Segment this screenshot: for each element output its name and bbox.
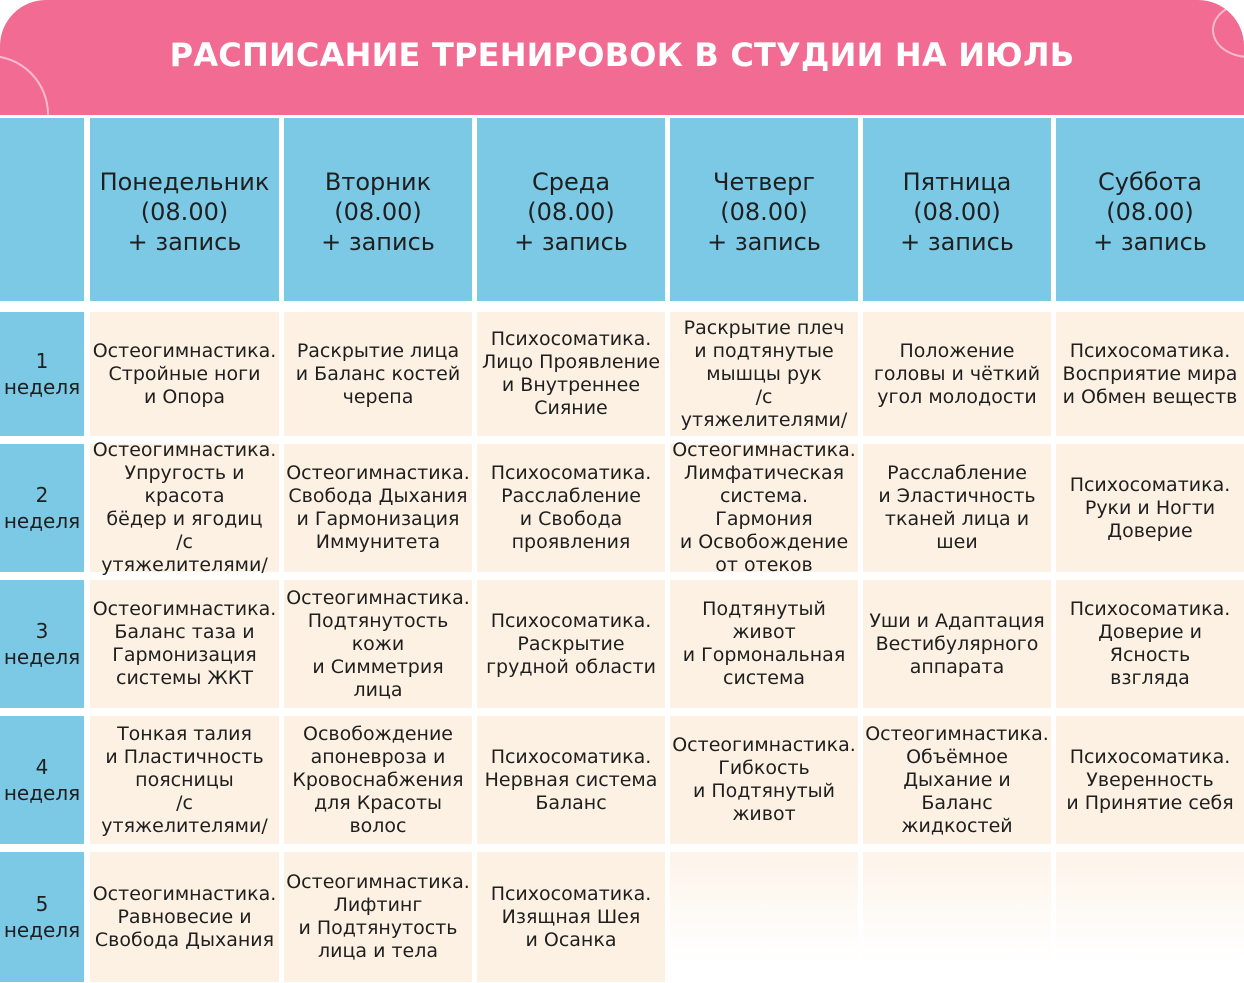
week-label-3-text: 3 неделя: [3, 619, 81, 669]
week-label-5-text: 5 неделя: [3, 892, 81, 942]
session-cell: [1056, 716, 1244, 844]
session-cell-text: Подтянутый живот и Гормональная система: [682, 598, 846, 689]
session-cell-text: Остеогимнастика. Подтянутость кожи и Симметрия лица: [286, 586, 470, 701]
session-cell-text: Раскрытие лица и Баланс костей черепа: [295, 339, 461, 408]
session-cell-text: Психосоматика. Восприятие мира и Обмен веществ: [1062, 339, 1238, 408]
session-cell-text: Остеогимнастика. Стройные ноги и Опора: [92, 339, 277, 408]
week-label-1-text: 1 неделя: [3, 349, 81, 399]
week-label-4-text: 4 неделя: [3, 755, 81, 805]
header-action[interactable]: + запись: [707, 227, 821, 256]
session-cell-text: Психосоматика. Уверенность и Принятие себя: [1066, 745, 1234, 814]
session-cell-text: Психосоматика. Лицо Проявление и Внутреннее Сияние: [481, 328, 661, 419]
session-cell: [477, 580, 665, 708]
week-label-3: [0, 580, 84, 708]
session-cell: [477, 716, 665, 844]
session-cell-text: Остеогимнастика. Баланс таза и Гармонизация системы ЖКТ: [92, 598, 277, 689]
header-day: Понедельник: [99, 167, 270, 196]
week-label-4: [0, 716, 84, 844]
session-cell: [284, 580, 472, 708]
session-cell: [863, 716, 1051, 844]
week-label-2-text: 2 неделя: [3, 483, 81, 533]
header-time: (08.00): [140, 197, 229, 226]
session-cell-text: Остеогимнастика. Свобода Дыхания и Гармонизация Иммунитета: [286, 462, 470, 553]
header-action[interactable]: + запись: [127, 227, 242, 256]
session-cell: [90, 439, 279, 576]
session-cell: [90, 852, 279, 982]
session-cell-text: Тонкая талия и Пластичность поясницы /с утяжелителями/: [101, 722, 268, 837]
session-cell: [284, 312, 472, 436]
session-cell-text: Положение головы и чёткий угол молодости: [873, 339, 1041, 408]
header-day-6: [1056, 118, 1244, 301]
session-cell-text: Уши и Адаптация Вестибулярного аппарата: [869, 609, 1045, 678]
title-banner: [0, 0, 1244, 115]
session-cell: [670, 716, 858, 844]
session-cell-text: Остеогимнастика. Гибкость и Подтянутый живот: [672, 734, 856, 825]
header-time: (08.00): [913, 197, 1001, 226]
session-cell: [1056, 312, 1244, 436]
session-cell: [670, 580, 858, 708]
header-action[interactable]: + запись: [514, 227, 628, 256]
session-cell-text: Психосоматика. Изящная Шея и Осанка: [490, 882, 652, 951]
session-cell-text: Психосоматика. Доверие и Ясность взгляда: [1069, 598, 1231, 689]
session-cell-text: Остеогимнастика. Равновесие и Свобода Дыхания: [92, 882, 277, 951]
session-cell: [670, 439, 858, 576]
header-time: (08.00): [334, 197, 422, 226]
session-cell-text: Расслабление и Эластичность тканей лица и шеи: [878, 462, 1036, 553]
header-time: (08.00): [527, 197, 615, 226]
session-cell: [1056, 444, 1244, 572]
session-cell: [477, 852, 665, 982]
session-cell: [90, 312, 279, 436]
session-cell: [670, 312, 858, 436]
session-cell-text: Остеогимнастика. Лимфатическая система. Гармония и Освобождение от отеков: [672, 439, 856, 576]
header-time: (08.00): [1106, 197, 1194, 226]
session-cell-text: Психосоматика. Раскрытие грудной области: [486, 609, 656, 678]
session-cell: [477, 312, 665, 436]
session-cell: [90, 580, 279, 708]
session-cell-text: Психосоматика. Нервная система Баланс: [484, 745, 658, 814]
session-cell: [1056, 580, 1244, 708]
empty-cell: [670, 852, 858, 982]
header-action[interactable]: + запись: [900, 227, 1014, 256]
header-day-3: [477, 118, 665, 301]
header-corner: [0, 118, 84, 301]
header-day-2: [284, 118, 472, 301]
session-cell: [477, 444, 665, 572]
session-cell-text: Освобождение апоневроза и Кровоснабжения для Красоты волос: [292, 722, 464, 837]
session-cell: [284, 444, 472, 572]
header-day: Среда: [531, 167, 611, 196]
session-cell-text: Остеогимнастика. Лифтинг и Подтянутость лица и тела: [286, 871, 470, 962]
session-cell-text: Остеогимнастика. Объёмное Дыхание и Баланс жидкостей: [865, 722, 1049, 837]
week-label-5: [0, 852, 84, 982]
page-title: РАСПИСАНИЕ ТРЕНИРОВОК В СТУДИИ НА ИЮЛЬ: [169, 36, 1075, 74]
session-cell: [863, 312, 1051, 436]
header-day-4: [670, 118, 858, 301]
session-cell-text: Психосоматика. Руки и Ногти Доверие: [1069, 473, 1231, 542]
header-time: (08.00): [720, 197, 808, 226]
empty-cell: [1056, 852, 1244, 982]
session-cell-text: Остеогимнастика. Упругость и красота бёдер и ягодиц /с утяжелителями/: [92, 439, 277, 576]
session-cell: [284, 716, 472, 844]
session-cell: [90, 716, 279, 844]
session-cell-text: Психосоматика. Расслабление и Свобода проявления: [490, 462, 652, 553]
header-action[interactable]: + запись: [321, 227, 435, 256]
session-cell: [863, 580, 1051, 708]
header-day: Вторник: [324, 167, 432, 196]
empty-cell: [863, 852, 1051, 982]
header-action[interactable]: + запись: [1093, 227, 1207, 256]
header-day: Пятница: [902, 167, 1012, 196]
session-cell: [284, 852, 472, 982]
header-day: Четверг: [713, 167, 815, 196]
week-label-2: [0, 444, 84, 572]
week-label-1: [0, 312, 84, 436]
header-day: Суббота: [1098, 167, 1202, 196]
header-day-1: [90, 118, 279, 301]
session-cell: [863, 444, 1051, 572]
session-cell-text: Раскрытие плеч и подтянутые мышцы рук /с утяжелителями/: [680, 316, 848, 431]
header-day-5: [863, 118, 1051, 301]
